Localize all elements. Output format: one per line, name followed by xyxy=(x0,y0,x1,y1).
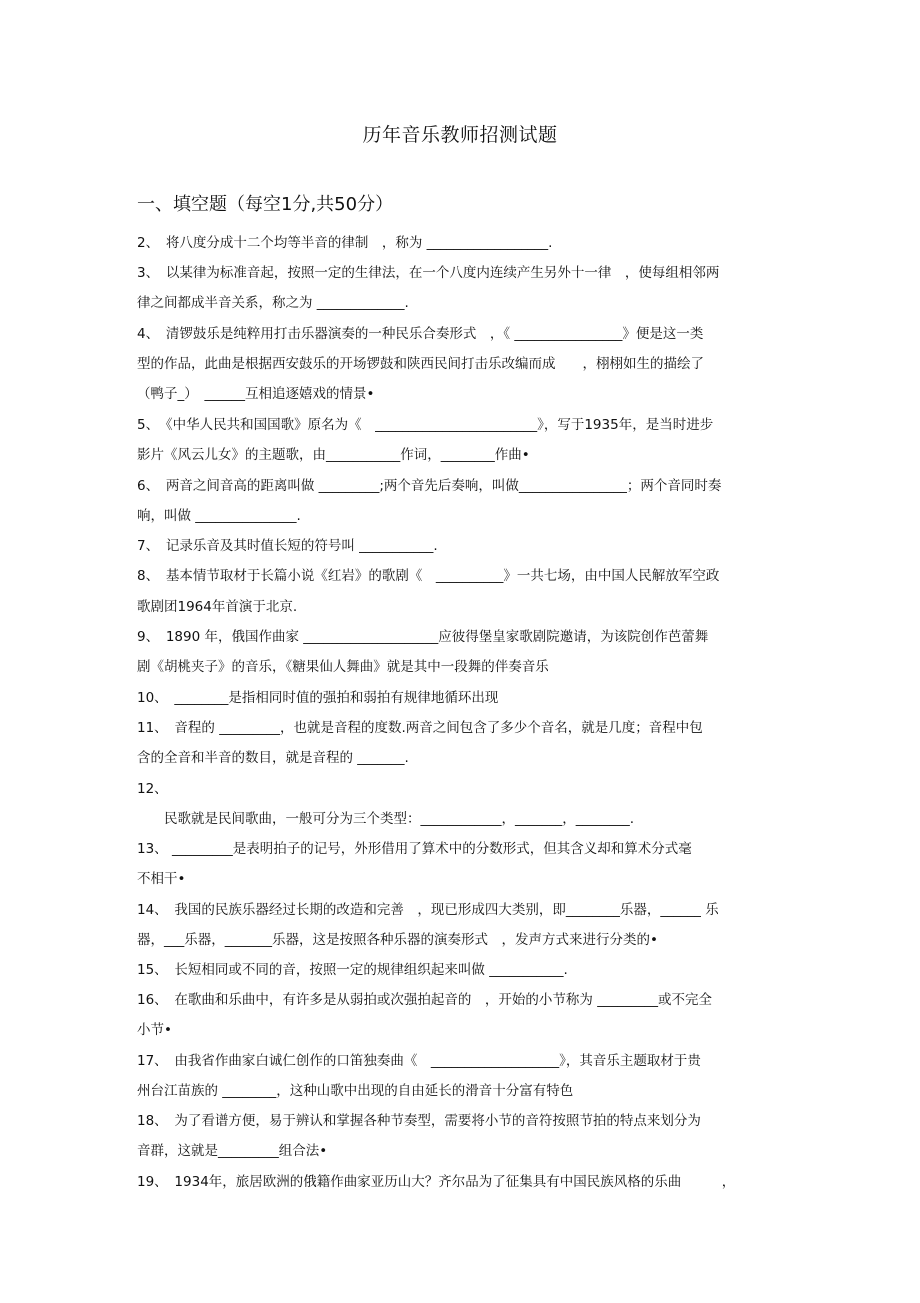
text-line: 7、 记录乐音及其时值长短的符号叫 ___________. xyxy=(137,538,438,554)
text-line: 17、 由我省作曲家白诚仁创作的口笛独奏曲《 ___________________》，其音乐主题取材于贵 xyxy=(137,1053,701,1069)
text-line: 型的作品，此曲是根据西安鼓乐的开场锣鼓和陕西民间打击乐改编而成 ，栩栩如生的描绘了 xyxy=(137,356,704,372)
text-line: 4、 清锣鼓乐是纯粹用打击乐器演奏的一种民乐合奏形式 ，《 ________________》便是这一类 xyxy=(137,326,704,342)
text-line: 剧《胡桃夹子》的音乐，《糖果仙人舞曲》就是其中一段舞的伴奏音乐 xyxy=(137,659,549,675)
text-line: 小节• xyxy=(137,1022,172,1038)
text-line: 15、 长短相同或不同的音，按照一定的规律组织起来叫做 ___________. xyxy=(137,962,568,978)
text-line: （鸭子_） ______互相追逐嬉戏的情景• xyxy=(137,386,375,402)
text-line: 影片《风云儿女》的主题歌，由___________作词，________作曲• xyxy=(137,447,530,463)
text-line: 民歌就是民间歌曲，一般可分为三个类型：____________，_______，________. xyxy=(137,811,635,827)
page-title: 历年音乐教师招测试题 xyxy=(362,124,558,146)
text-line: 音群，这就是_________组合法• xyxy=(137,1143,328,1159)
text-line: 8、 基本情节取材于长篇小说《红岩》的歌剧《 __________》一共七场，由中国人民解放军空政 xyxy=(137,568,720,584)
text-line: 9、 1890 年，俄国作曲家 ____________________应彼得堡皇家歌剧院邀请，为该院创作芭蕾舞 xyxy=(137,629,709,645)
text-line: 歌剧团1964年首演于北京. xyxy=(137,599,298,615)
text-line: 18、 为了看谱方便，易于辨认和掌握各种节奏型，需要将小节的音符按照节拍的特点来划分为 xyxy=(137,1113,701,1129)
text-line: 6、 两音之间音高的距离叫做 _________;两个音先后奏响，叫做________________；两个音同时奏 xyxy=(137,478,722,494)
text-line: 律之间都成半音关系，称之为 _____________. xyxy=(137,295,409,311)
text-line: 14、 我国的民族乐器经过长期的改造和完善 ，现已形成四大类别，即________乐器，______ 乐 xyxy=(137,902,719,918)
text-line: 器，___乐器，_______乐器，这是按照各种乐器的演奏形式 ，发声方式来进行分类的• xyxy=(137,932,658,948)
text-line: 州台江苗族的 ________，这种山歌中出现的自由延长的滑音十分富有特色 xyxy=(137,1083,574,1099)
text-line: 13、 _________是表明拍子的记号，外形借用了算术中的分数形式，但其含义却和算术分式毫 xyxy=(137,841,692,857)
text-line: 11、 音程的 _________，也就是音程的度数.两音之间包含了多少个音名，就是几度；音程中包 xyxy=(137,720,703,736)
text-line: 12、 xyxy=(137,781,168,797)
text-line: 响，叫做 _______________. xyxy=(137,508,301,524)
text-line: 16、 在歌曲和乐曲中，有许多是从弱拍或次强拍起音的 ，开始的小节称为 _________或不完全 xyxy=(137,992,712,1008)
text-line: 19、 1934年，旅居欧洲的俄籍作曲家亚历山大？齐尔品为了征集具有中国民族风格的乐曲 ， xyxy=(137,1174,736,1190)
text-line: 不相干• xyxy=(137,871,186,887)
text-line: 10、 ________是指相同时值的强拍和弱拍有规律地循环出现 xyxy=(137,690,499,706)
section-heading: 一、填空题（每空1分,共50分） xyxy=(137,194,394,215)
text-line: 5、 《中华人民共和国国歌》原名为《 ________________________》，写于1935年，是当时进步 xyxy=(137,417,714,433)
text-line: 含的全音和半音的数目，就是音程的 _______. xyxy=(137,750,409,766)
text-line: 2、 将八度分成十二个均等半音的律制 ，称为 __________________. xyxy=(137,235,553,251)
text-line: 3、 以某律为标准音起，按照一定的生律法，在一个八度内连续产生另外十一律 ，使每组相邻两 xyxy=(137,265,720,281)
